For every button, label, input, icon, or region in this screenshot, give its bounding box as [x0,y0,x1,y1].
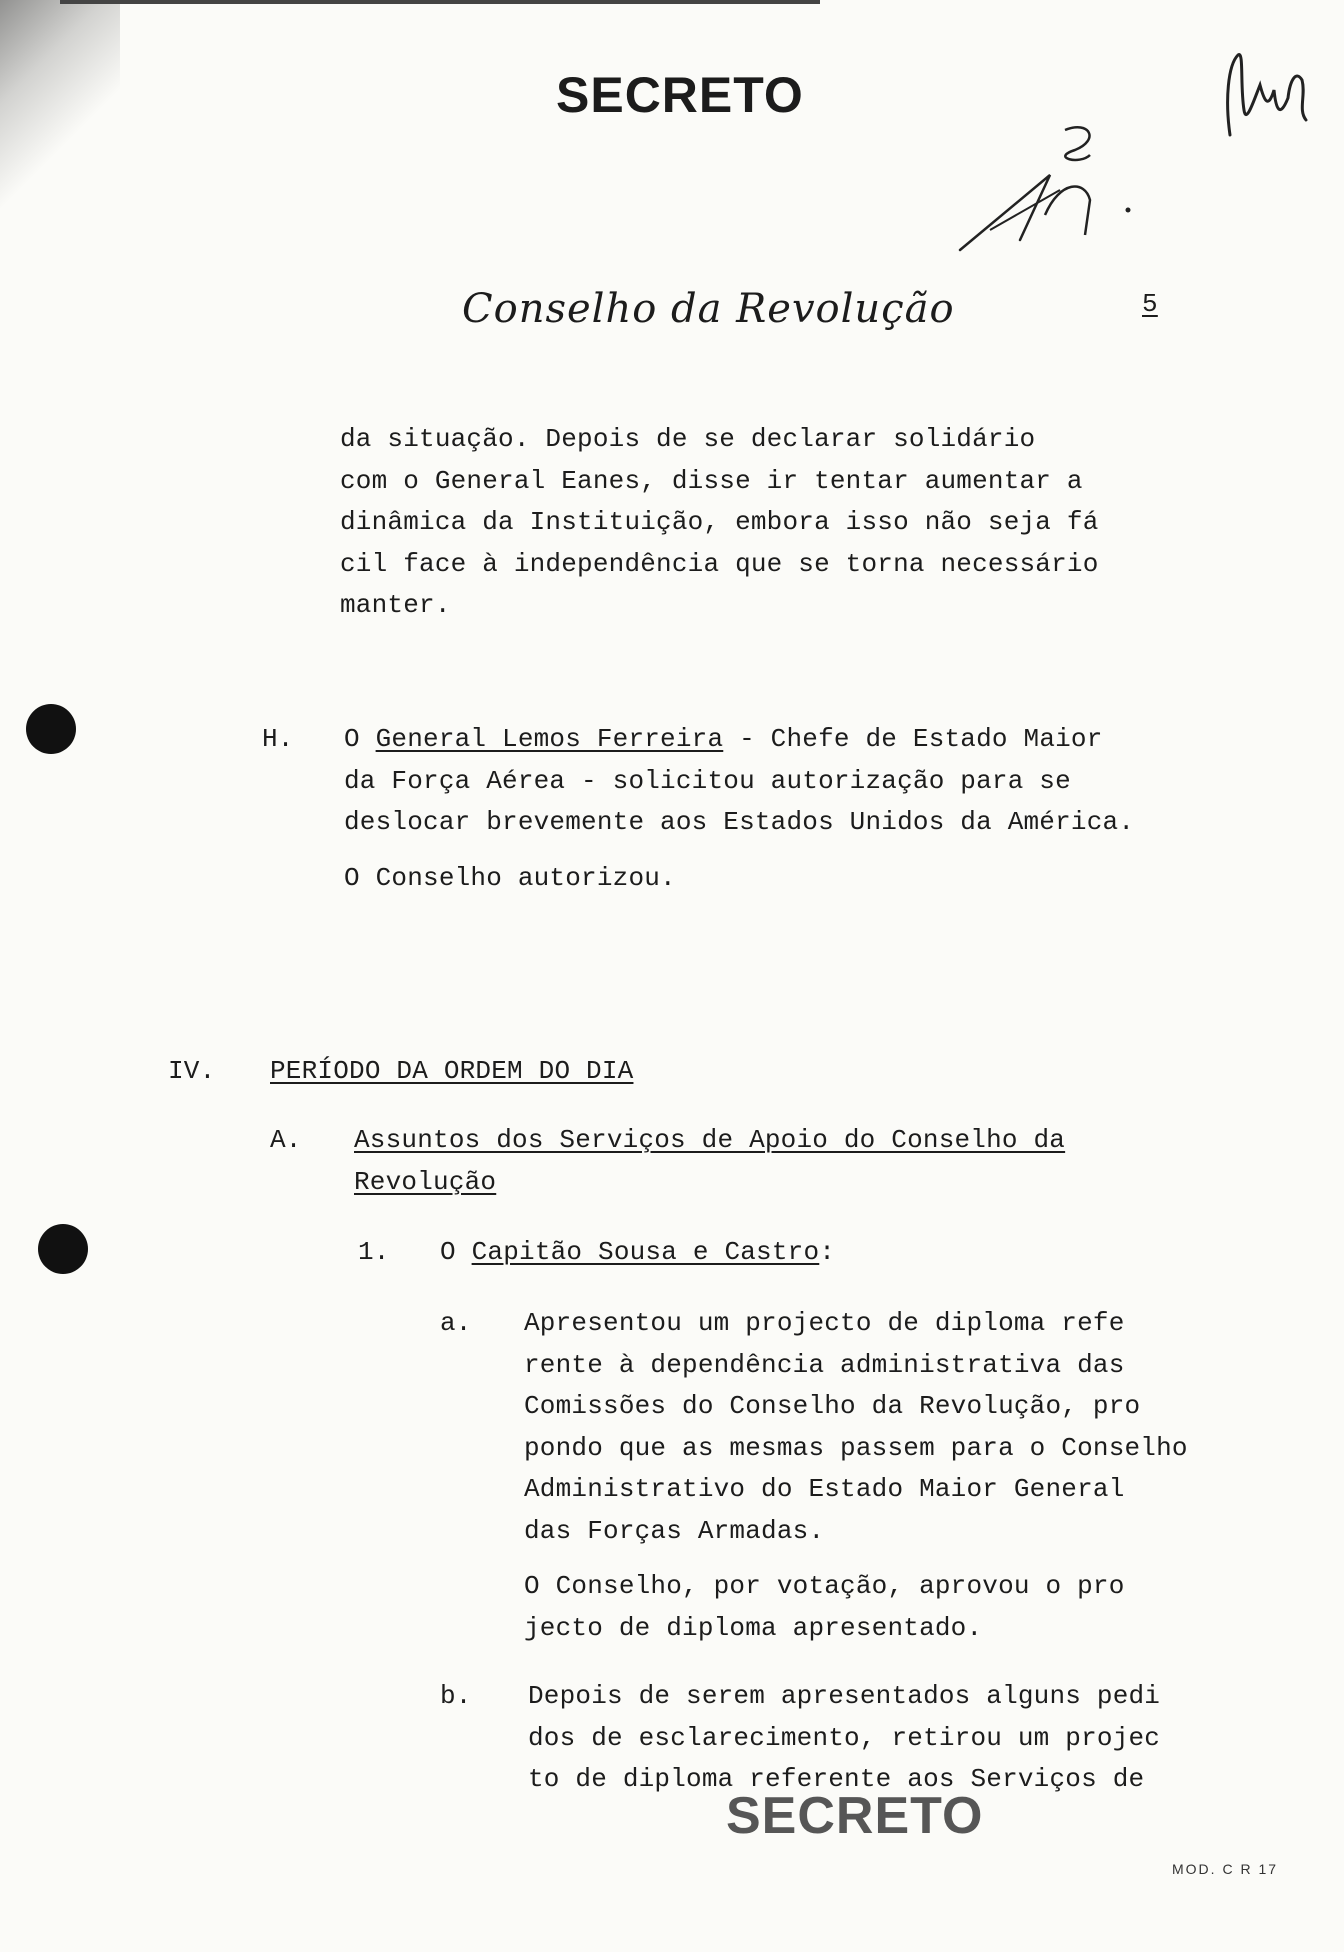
paragraph-line: to de diploma referente aos Serviços de [528,1764,1145,1794]
form-code: MOD. C R 17 [1172,1861,1279,1877]
paragraph-line: O Conselho, por votação, aprovou o pro [524,1571,1125,1601]
paragraph-line: jecto de diploma apresentado. [524,1612,983,1643]
item-h-line3: deslocar brevemente aos Estados Unidos da América. [344,807,1135,837]
item-b-sub-text [528,1676,1160,1801]
letterhead: Conselho da Revolução [462,286,955,332]
punch-hole [26,704,76,754]
item-1-suffix: : [819,1237,836,1267]
item-a-sub-text [524,1303,1188,1649]
scan-top-edge [60,0,820,4]
initials-signature [1210,40,1320,150]
secret-stamp-bottom: SECRETO [726,1787,984,1845]
item-1-marker: 1. [358,1237,390,1267]
item-a-title [354,1120,1065,1203]
item-h-line1 [344,719,1134,761]
paragraph-line: Depois de serem apresentados alguns pedi [528,1681,1161,1711]
item-1-text [440,1232,835,1274]
paragraph-line: manter. [340,590,451,620]
item-a-title-line2: Revolução [354,1166,497,1197]
paragraph-line: das Forças Armadas. [524,1515,825,1546]
secret-stamp-top: SECRETO [556,67,804,123]
paragraph-line: Apresentou um projecto de diploma refe [524,1308,1125,1338]
paragraph-line: Comissões do Conselho da Revolução, pro [524,1391,1141,1421]
paragraph-line: pondo que as mesmas passem para o Conselho [524,1432,1188,1463]
scan-shadow [0,0,120,230]
paragraph-line: com o General Eanes, disse ir tentar aumentar a [340,465,1083,496]
paragraph-line: da situação. Depois de se declarar solidário [340,424,1036,454]
handwritten-page-mark [950,120,1150,265]
item-h-prefix: O [344,724,376,754]
item-h-name: General Lemos Ferreira [375,724,724,754]
item-h-text [344,719,1134,899]
paragraph-line: cil face à independência que se torna necessário [340,548,1099,579]
item-a-sub-marker: a. [440,1308,472,1338]
punch-hole [38,1224,88,1274]
item-a-marker: A. [270,1125,302,1155]
item-h-suffix: - Chefe de Estado Maior [723,724,1103,754]
item-h-line2: da Força Aérea - solicitou autorização para se [344,765,1071,796]
item-a-title-line1: Assuntos dos Serviços de Apoio do Conselho da [354,1125,1066,1155]
item-1-prefix: O [440,1237,472,1267]
section-iv-title: PERÍODO DA ORDEM DO DIA [270,1056,634,1086]
handwritten-initials [1210,40,1320,155]
page-number: 5 [1142,289,1158,319]
paragraph-line: rente à dependência administrativa das [524,1349,1125,1380]
intro-paragraph [340,419,1099,627]
item-h-decision: O Conselho autorizou. [344,862,676,893]
section-iv-marker: IV. [168,1056,216,1086]
paragraph-line: Administrativo do Estado Maior General [524,1474,1125,1504]
paragraph-line: dinâmica da Instituição, embora isso não seja fá [340,507,1099,537]
page-mark-scribble [950,120,1150,260]
item-b-sub-marker: b. [440,1681,472,1711]
paragraph-line: dos de esclarecimento, retirou um projec [528,1722,1161,1753]
item-h-marker: H. [262,724,294,754]
item-1-name: Capitão Sousa e Castro [471,1237,820,1267]
